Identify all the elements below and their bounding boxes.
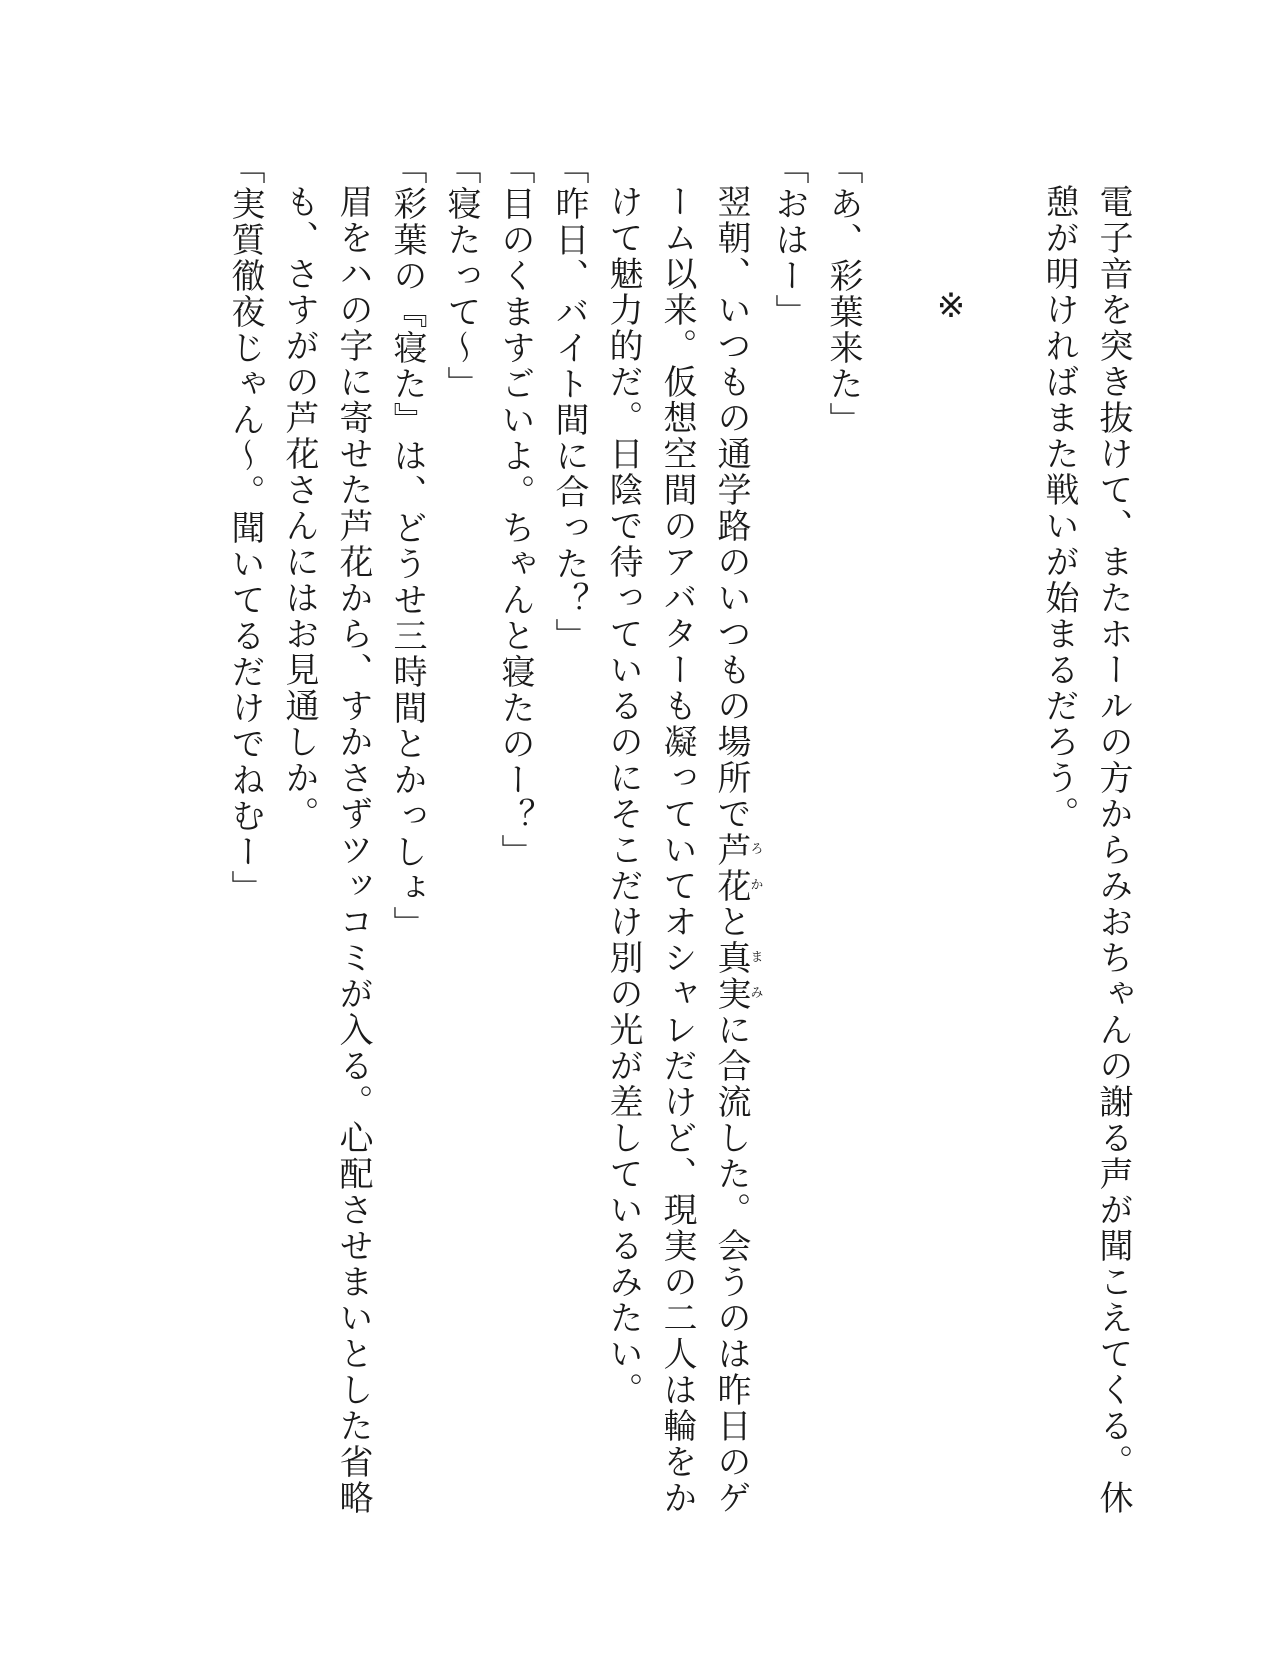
ruby-reading: まみ	[747, 940, 763, 1012]
paragraph-text: 翌朝、いつもの通学路のいつもの場所で	[711, 184, 751, 832]
paragraph-text: と	[711, 904, 751, 940]
dialogue-line	[434, 150, 488, 1550]
dialogue-line	[542, 150, 596, 1550]
ruby-base: 芦花	[711, 832, 751, 904]
paragraph-text: 電子音を突き抜けて、またホールの方からみおちゃんの謝る声が聞こえてくる。休憩が明ければまた戦いが始まるだろう。	[1039, 184, 1133, 1516]
ruby-annotation	[711, 832, 763, 904]
dialogue-text: 「昨日、バイト間に合った？」	[549, 150, 589, 654]
ruby-base: 真実	[711, 940, 751, 1012]
vertical-text-body	[140, 150, 1140, 1550]
dialogue-text: 「寝たって〜」	[441, 150, 481, 402]
ruby-annotation	[711, 940, 763, 1012]
dialogue-line	[380, 150, 434, 1550]
ruby-reading: ろか	[747, 832, 763, 904]
section-break-mark	[924, 150, 978, 1550]
dialogue-text: 「彩葉の『寝た』は、どうせ三時間とかっしょ」	[387, 150, 427, 942]
dialogue-line	[218, 150, 272, 1550]
paragraph-tsukkomi	[272, 150, 380, 1550]
paragraph-text: に合流した。会うのは昨日のゲーム以来。仮想空間のアバターも凝っていてオシャレだけど、現実の二人は輪をかけて魅力的だ。日陰で待っているのにそこだけ別の光が差しているみたい。	[603, 184, 751, 1516]
paragraph-text: 眉をハの字に寄せた芦花から、すかさずツッコミが入る。心配させまいとした省略も、さすがの芦花さんにはお見通しか。	[279, 184, 373, 1516]
dialogue-line	[488, 150, 542, 1550]
section-mark-text: ※	[931, 286, 971, 328]
dialogue-line	[762, 150, 816, 1550]
paragraph-electronic-sound	[1032, 150, 1140, 1550]
dialogue-text: 「目のくますごいよ。ちゃんと寝たのー？」	[495, 150, 535, 870]
paragraph-next-morning	[596, 150, 762, 1550]
dialogue-text: 「あ、彩葉来た」	[823, 150, 863, 438]
dialogue-text: 「実質徹夜じゃん〜。聞いてるだけでねむー」	[225, 150, 265, 906]
dialogue-text: 「おはー」	[769, 150, 809, 330]
dialogue-line	[816, 150, 870, 1550]
